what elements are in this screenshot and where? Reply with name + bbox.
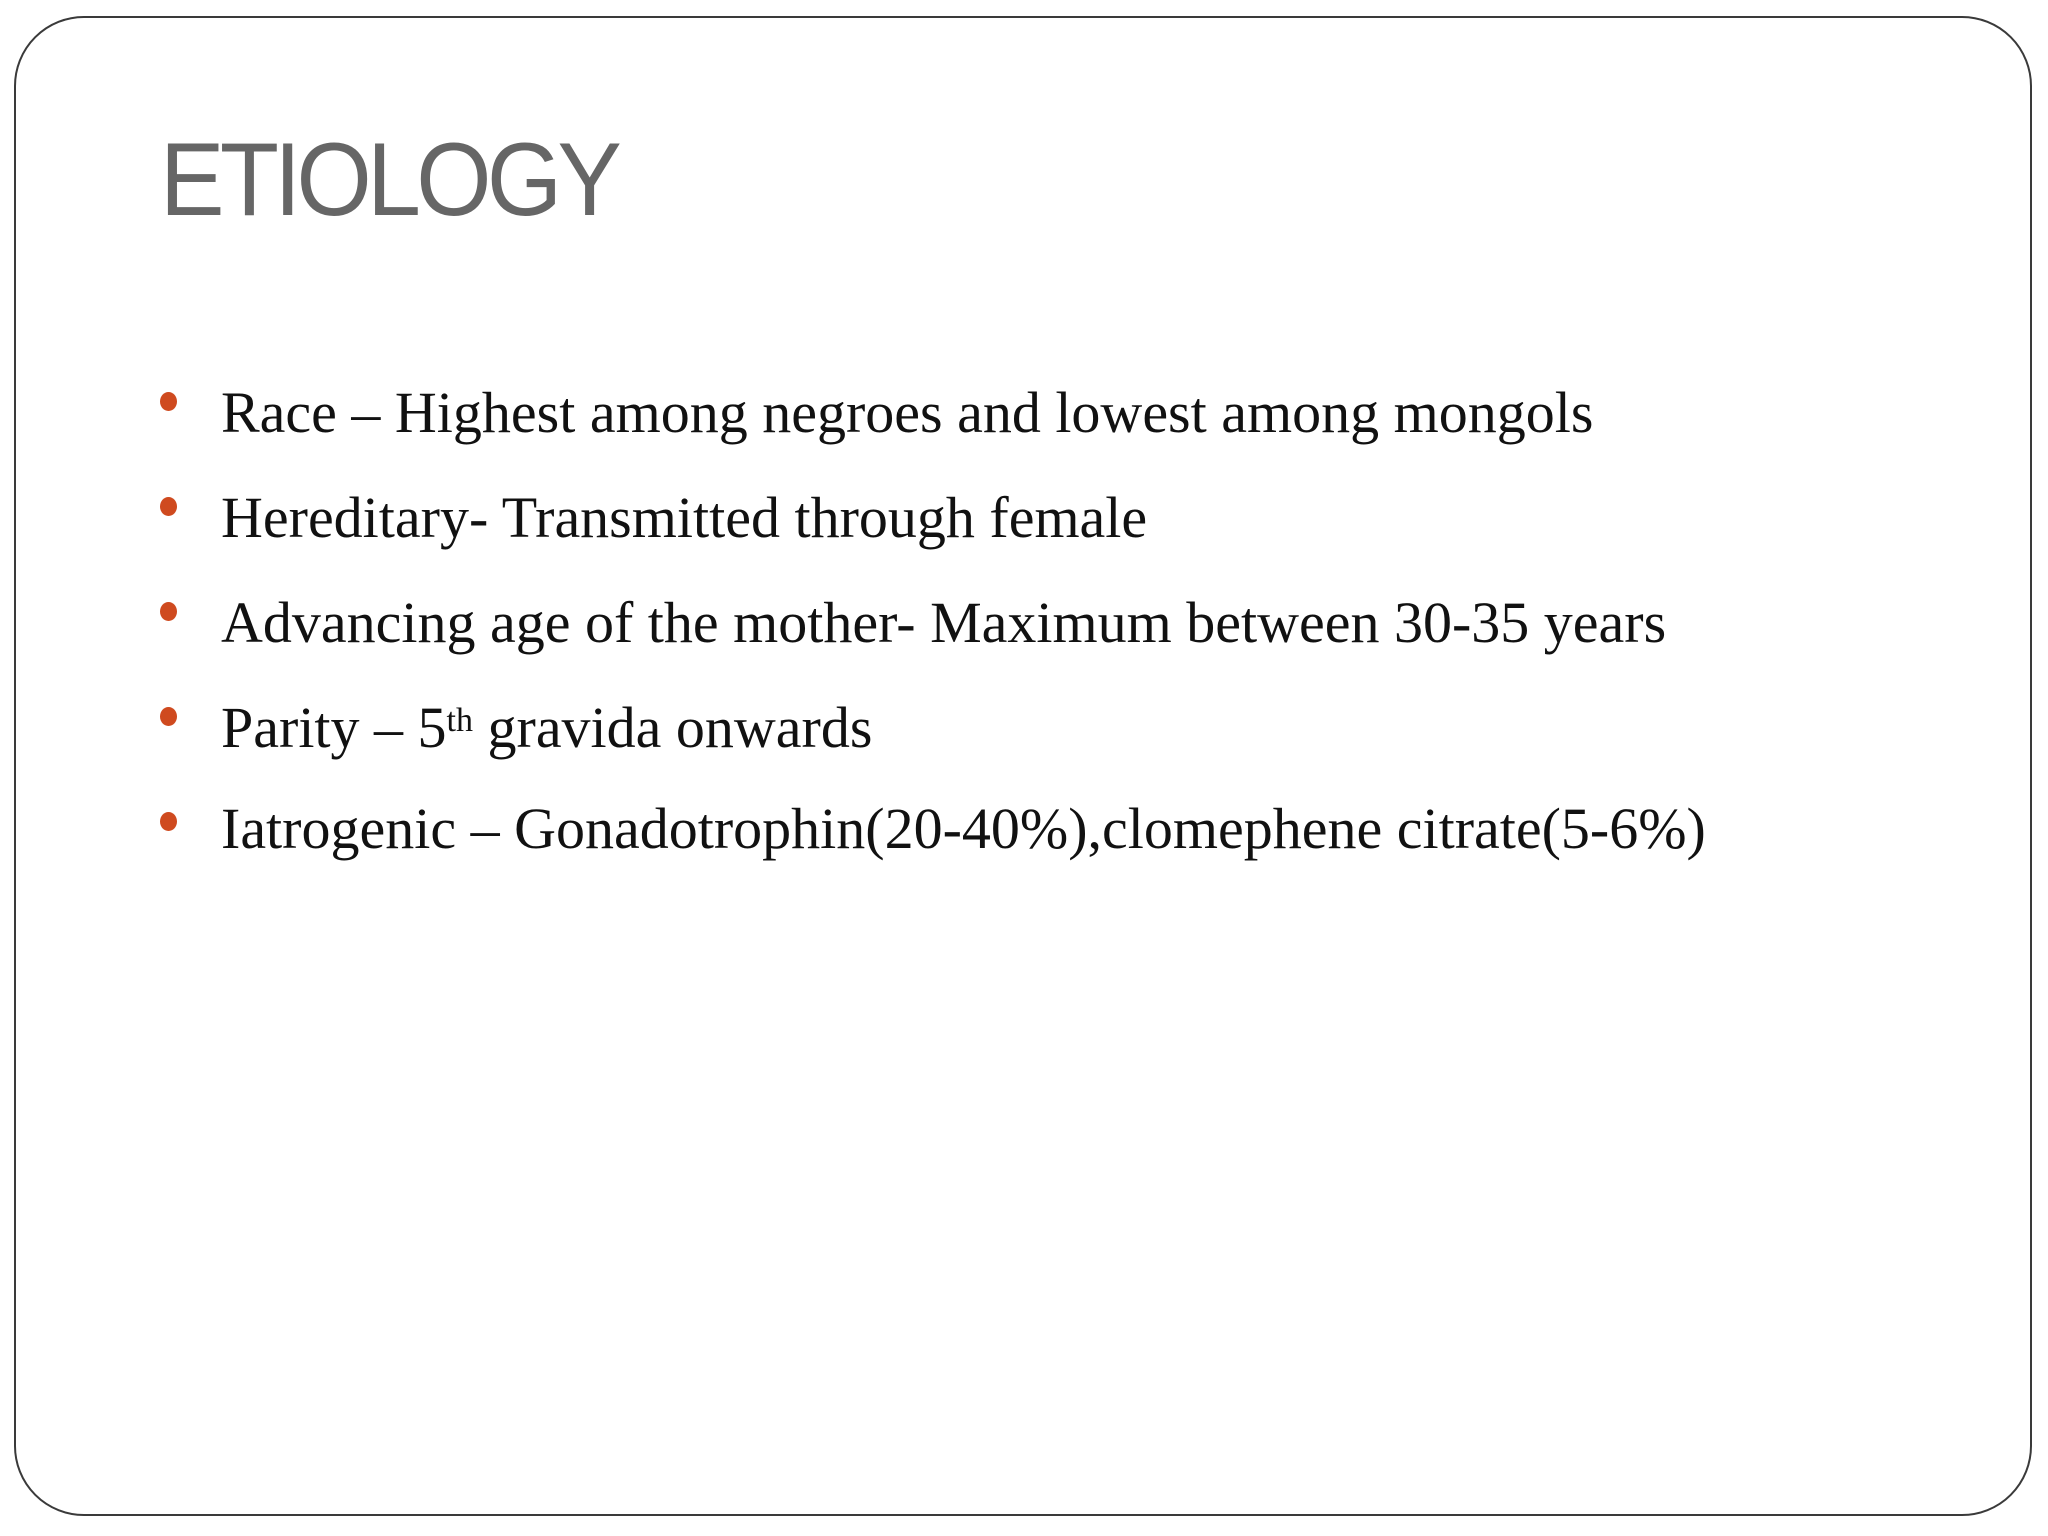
bullet-item-parity bbox=[160, 675, 1920, 780]
bullet-text: Advancing age of the mother- Maximum between 30-35 years bbox=[221, 590, 1667, 655]
bullet-text: Iatrogenic – Gonadotrophin(20-40%),clomephene citrate(5-6%) bbox=[221, 796, 1706, 861]
parity-prefix: Parity – 5 bbox=[221, 695, 447, 760]
bullet-text bbox=[221, 675, 1920, 780]
bullet-dot-icon bbox=[160, 707, 177, 726]
bullet-dot-icon bbox=[160, 392, 177, 411]
slide-title: ETIOLOGY bbox=[160, 122, 618, 238]
bullet-text: Hereditary- Transmitted through female bbox=[221, 485, 1148, 550]
parity-suffix: gravida onwards bbox=[473, 695, 873, 760]
bullet-text: Race – Highest among negroes and lowest among mongols bbox=[221, 380, 1594, 445]
bullet-list bbox=[160, 360, 1920, 878]
bullet-dot-icon bbox=[160, 497, 177, 516]
bullet-item-maternal-age bbox=[160, 570, 1920, 675]
bullet-dot-icon bbox=[160, 602, 177, 621]
bullet-item-race bbox=[160, 360, 1920, 465]
bullet-dot-icon bbox=[160, 812, 177, 831]
bullet-item-hereditary bbox=[160, 465, 1920, 570]
bullet-item-iatrogenic bbox=[160, 780, 1920, 878]
ordinal-superscript: th bbox=[446, 701, 473, 739]
